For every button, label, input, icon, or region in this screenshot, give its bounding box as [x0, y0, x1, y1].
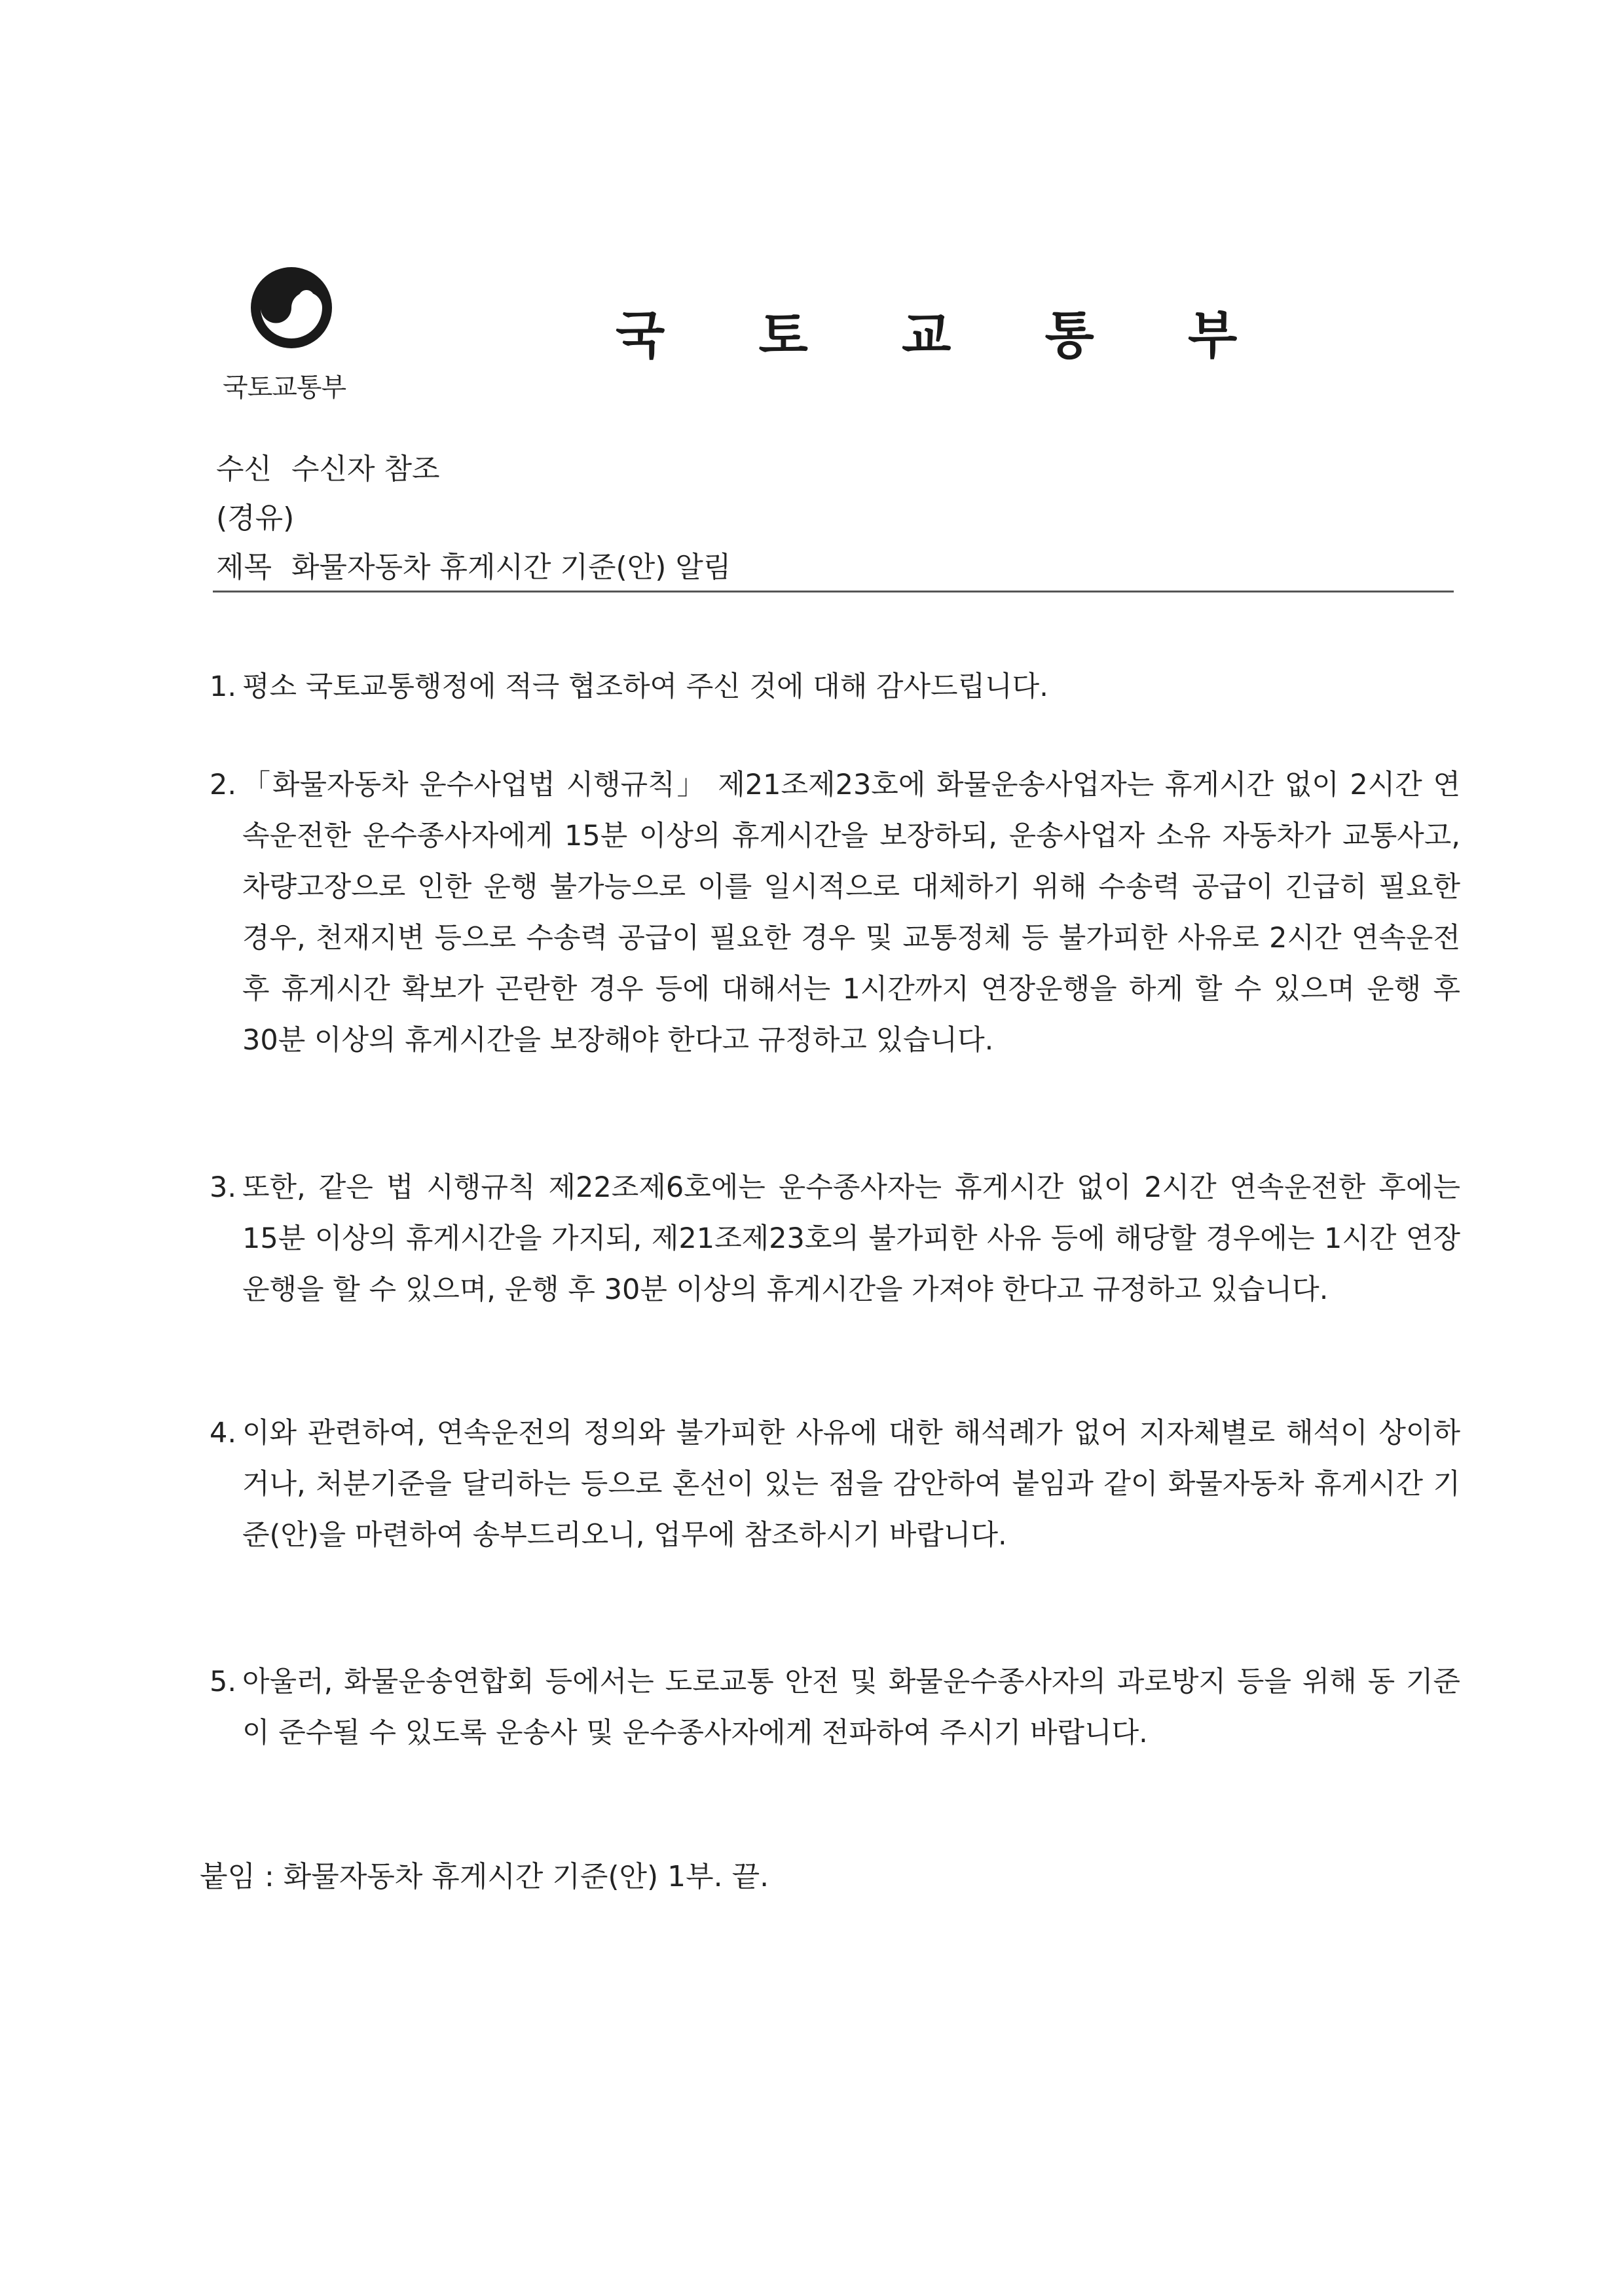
paragraph-text: 또한, 같은 법 시행규칙 제22조제6호에는 운수종사자는 휴게시간 없이 2시간 연속운전한 후에는 15분 이상의 휴게시간을 가지되, 제21조제23호의 불가피한 사유 등에 해당할 경우에는 1시간 연장운행을 할 수 있으며, 운행 후 30분 이상의 휴게시간을 가져야 한다고 규정하고 있습니다. — [242, 1171, 1460, 1306]
subject-value: 화물자동차 휴게시간 기준(안) 알림 — [291, 551, 731, 584]
paragraph-text: 이와 관련하여, 연속운전의 정의와 불가피한 사유에 대한 해석례가 없어 지자체별로 해석이 상이하거나, 처분기준을 달리하는 등으로 혼선이 있는 점을 감안하여 붙임과 같이 화물자동차 휴게시간 기준(안)을 마련하여 송부드리오니, 업무에 참조하시기 바랍니다. — [242, 1417, 1460, 1552]
paragraph-1 — [196, 661, 1460, 712]
recipient-line — [216, 445, 440, 487]
subject-label: 제목 — [216, 551, 272, 584]
via-label: (경유) — [216, 501, 295, 535]
subject-line — [216, 543, 731, 585]
paragraph-number: 3. — [210, 1171, 237, 1204]
attachment-line: 붙임 : 화물자동차 휴게시간 기준(안) 1부. 끝. — [200, 1860, 769, 1893]
header-divider — [213, 591, 1454, 592]
paragraph-text: 평소 국토교통행정에 적극 협조하여 주신 것에 대해 감사드립니다. — [242, 670, 1048, 703]
paragraph-text: 아울러, 화물운송연합회 등에서는 도로교통 안전 및 화물운수종사자의 과로방지 등을 위해 동 기준이 준수될 수 있도록 운송사 및 운수종사자에게 전파하여 주시기 바랍니다. — [242, 1666, 1460, 1749]
logo-caption: 국토교통부 — [223, 373, 346, 403]
paragraph-text: 「화물자동차 운수사업법 시행규칙」 제21조제23호에 화물운송사업자는 휴게시간 없이 2시간 연속운전한 운수종사자에게 15분 이상의 휴게시간을 보장하되, 운송사업자 소유 자동차가 교통사고, 차량고장으로 인한 운행 불가능으로 이를 일시적으로 대체하기 위해 수송력 공급이 긴급히 필요한 경우, 천재지변 등으로 수송력 공급이 필요한 경우 및 교통정체 등 불가피한 사유로 2시간 연속운전 후 휴게시간 확보가 곤란한 경우 등에 대해서는 1시간까지 연장운행을 하게 할 수 있으며 운행 후 30분 이상의 휴게시간을 보장해야 한다고 규정하고 있습니다. — [242, 769, 1460, 1057]
paragraph-number: 1. — [210, 670, 237, 703]
recipient-value: 수신자 참조 — [291, 452, 440, 486]
via-line — [216, 494, 294, 536]
paragraph-2 — [196, 759, 1460, 1066]
ministry-title: 국 토 교 통 부 — [616, 306, 1276, 365]
paragraph-3 — [196, 1162, 1460, 1315]
paragraph-number: 4. — [210, 1417, 237, 1449]
paragraph-4 — [196, 1408, 1460, 1561]
paragraph-5 — [196, 1656, 1460, 1758]
paragraph-number: 2. — [210, 769, 237, 801]
paragraph-number: 5. — [210, 1666, 237, 1698]
recipient-label: 수신 — [216, 452, 272, 486]
